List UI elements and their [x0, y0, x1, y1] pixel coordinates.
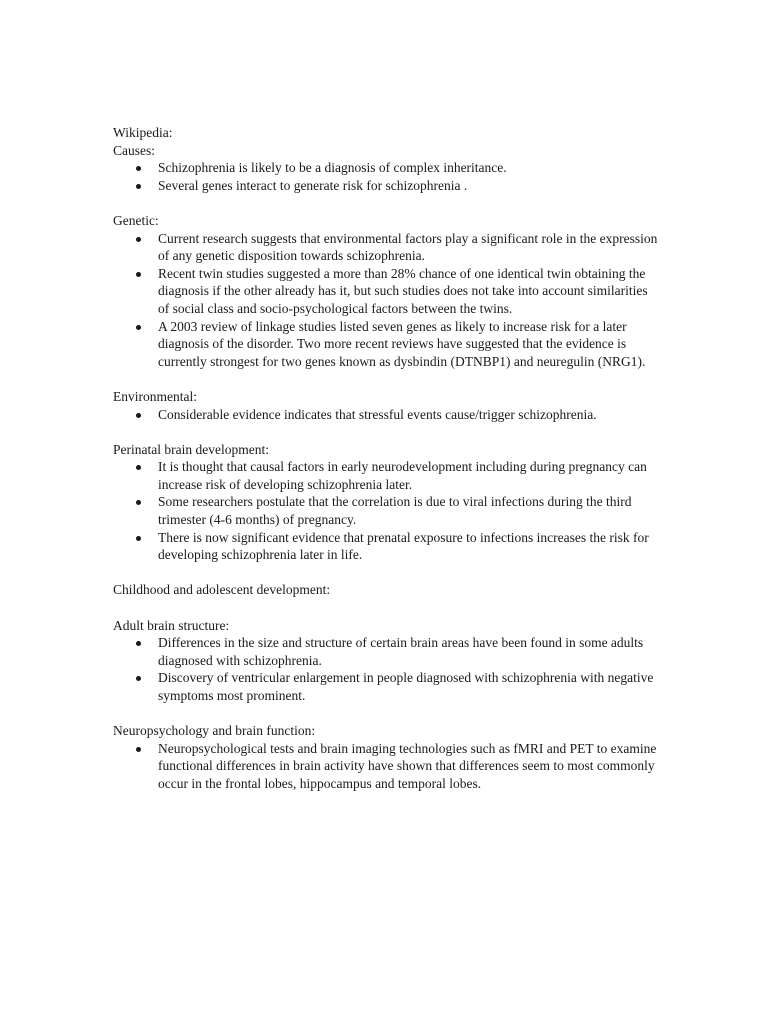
document-page: [113, 124, 673, 793]
section-title: Causes:: [113, 142, 155, 158]
bullet-list: [113, 740, 673, 793]
spacer: [113, 370, 673, 388]
bullet-icon: [136, 325, 141, 330]
section-title: Adult brain structure:: [113, 617, 230, 633]
bullet-text: A 2003 review of linkage studies listed seven genes as likely to increase risk for a later diagnosis of the disorder. Two more recent reviews have suggested that the evidence is currently strongest for two genes known as dysbindin (DTNBP1) and neuregulin (NRG1).: [158, 318, 646, 369]
bullet-text: Discovery of ventricular enlargement in people diagnosed with schizophrenia with negative symptoms most prominent.: [158, 670, 654, 703]
source-label: Wikipedia:: [113, 125, 173, 140]
bullet-text: Recent twin studies suggested a more than 28% chance of one identical twin obtaining the diagnosis if the other already has it, but such studies does not take into account similarities of social class and socio-psychological factors between the twins.: [158, 265, 648, 316]
section-title: Environmental:: [113, 388, 197, 404]
list-item: [113, 159, 658, 177]
bullet-list: [113, 230, 673, 371]
bullet-icon: [136, 641, 141, 646]
bullet-text: Some researchers postulate that the correlation is due to viral infections during the third trimester (4-6 months) of pregnancy.: [158, 494, 632, 528]
section-adult-brain: [113, 617, 673, 705]
bullet-list: [113, 458, 673, 564]
bullet-text: Differences in the size and structure of certain brain areas have been found in some adults diagnosed with schizophrenia.: [158, 635, 644, 668]
list-item: [113, 458, 658, 493]
bullet-icon: [136, 676, 141, 681]
list-item: [113, 493, 658, 528]
spacer: [113, 423, 673, 441]
section-title: Childhood and adolescent development:: [113, 582, 331, 598]
bullet-icon: [136, 465, 141, 470]
section-childhood: [113, 581, 673, 599]
list-item: [113, 265, 658, 318]
bullet-text: It is thought that causal factors in early neurodevelopment including during pregnancy can increase risk of developing schizophrenia later.: [158, 459, 647, 492]
section-environmental: [113, 388, 673, 423]
spacer: [113, 599, 673, 617]
bullet-icon: [136, 413, 141, 418]
list-item: [113, 529, 658, 564]
bullet-icon: [136, 166, 141, 171]
list-item: [113, 406, 658, 424]
spacer: [113, 194, 673, 212]
bullet-text: There is now significant evidence that prenatal exposure to infections increases the risk for developing schizophrenia later in life.: [158, 529, 649, 563]
section-title: Neuropsychology and brain function:: [113, 723, 316, 739]
bullet-text: Neuropsychological tests and brain imaging technologies such as fMRI and PET to examine functional differences in brain activity have shown that differences seem to most commonly occur in the frontal lobes, hippocampus and temporal lobes.: [158, 740, 657, 791]
section-neuropsychology: [113, 722, 673, 792]
bullet-list: [113, 634, 673, 704]
section-title: Perinatal brain development:: [113, 441, 269, 457]
section-title: Genetic:: [113, 212, 159, 228]
list-item: [113, 669, 658, 704]
list-item: [113, 318, 658, 371]
bullet-text: Schizophrenia is likely to be a diagnosis of complex inheritance.: [158, 160, 507, 176]
bullet-icon: [136, 536, 141, 541]
bullet-icon: [136, 184, 141, 189]
list-item: [113, 177, 658, 195]
section-causes: [113, 142, 673, 195]
spacer: [113, 564, 673, 582]
list-item: [113, 740, 658, 793]
bullet-icon: [136, 500, 141, 505]
bullet-list: [113, 159, 673, 194]
bullet-text: Considerable evidence indicates that stressful events cause/trigger schizophrenia.: [158, 406, 597, 422]
spacer: [113, 705, 673, 723]
bullet-list: [113, 406, 673, 424]
section-genetic: [113, 212, 673, 370]
list-item: [113, 634, 658, 669]
bullet-icon: [136, 747, 141, 752]
bullet-icon: [136, 272, 141, 277]
list-item: [113, 230, 658, 265]
bullet-text: Several genes interact to generate risk for schizophrenia .: [158, 177, 468, 193]
section-perinatal: [113, 441, 673, 564]
bullet-text: Current research suggests that environmental factors play a significant role in the expression of any genetic disposition towards schizophrenia.: [158, 230, 658, 264]
bullet-icon: [136, 237, 141, 242]
